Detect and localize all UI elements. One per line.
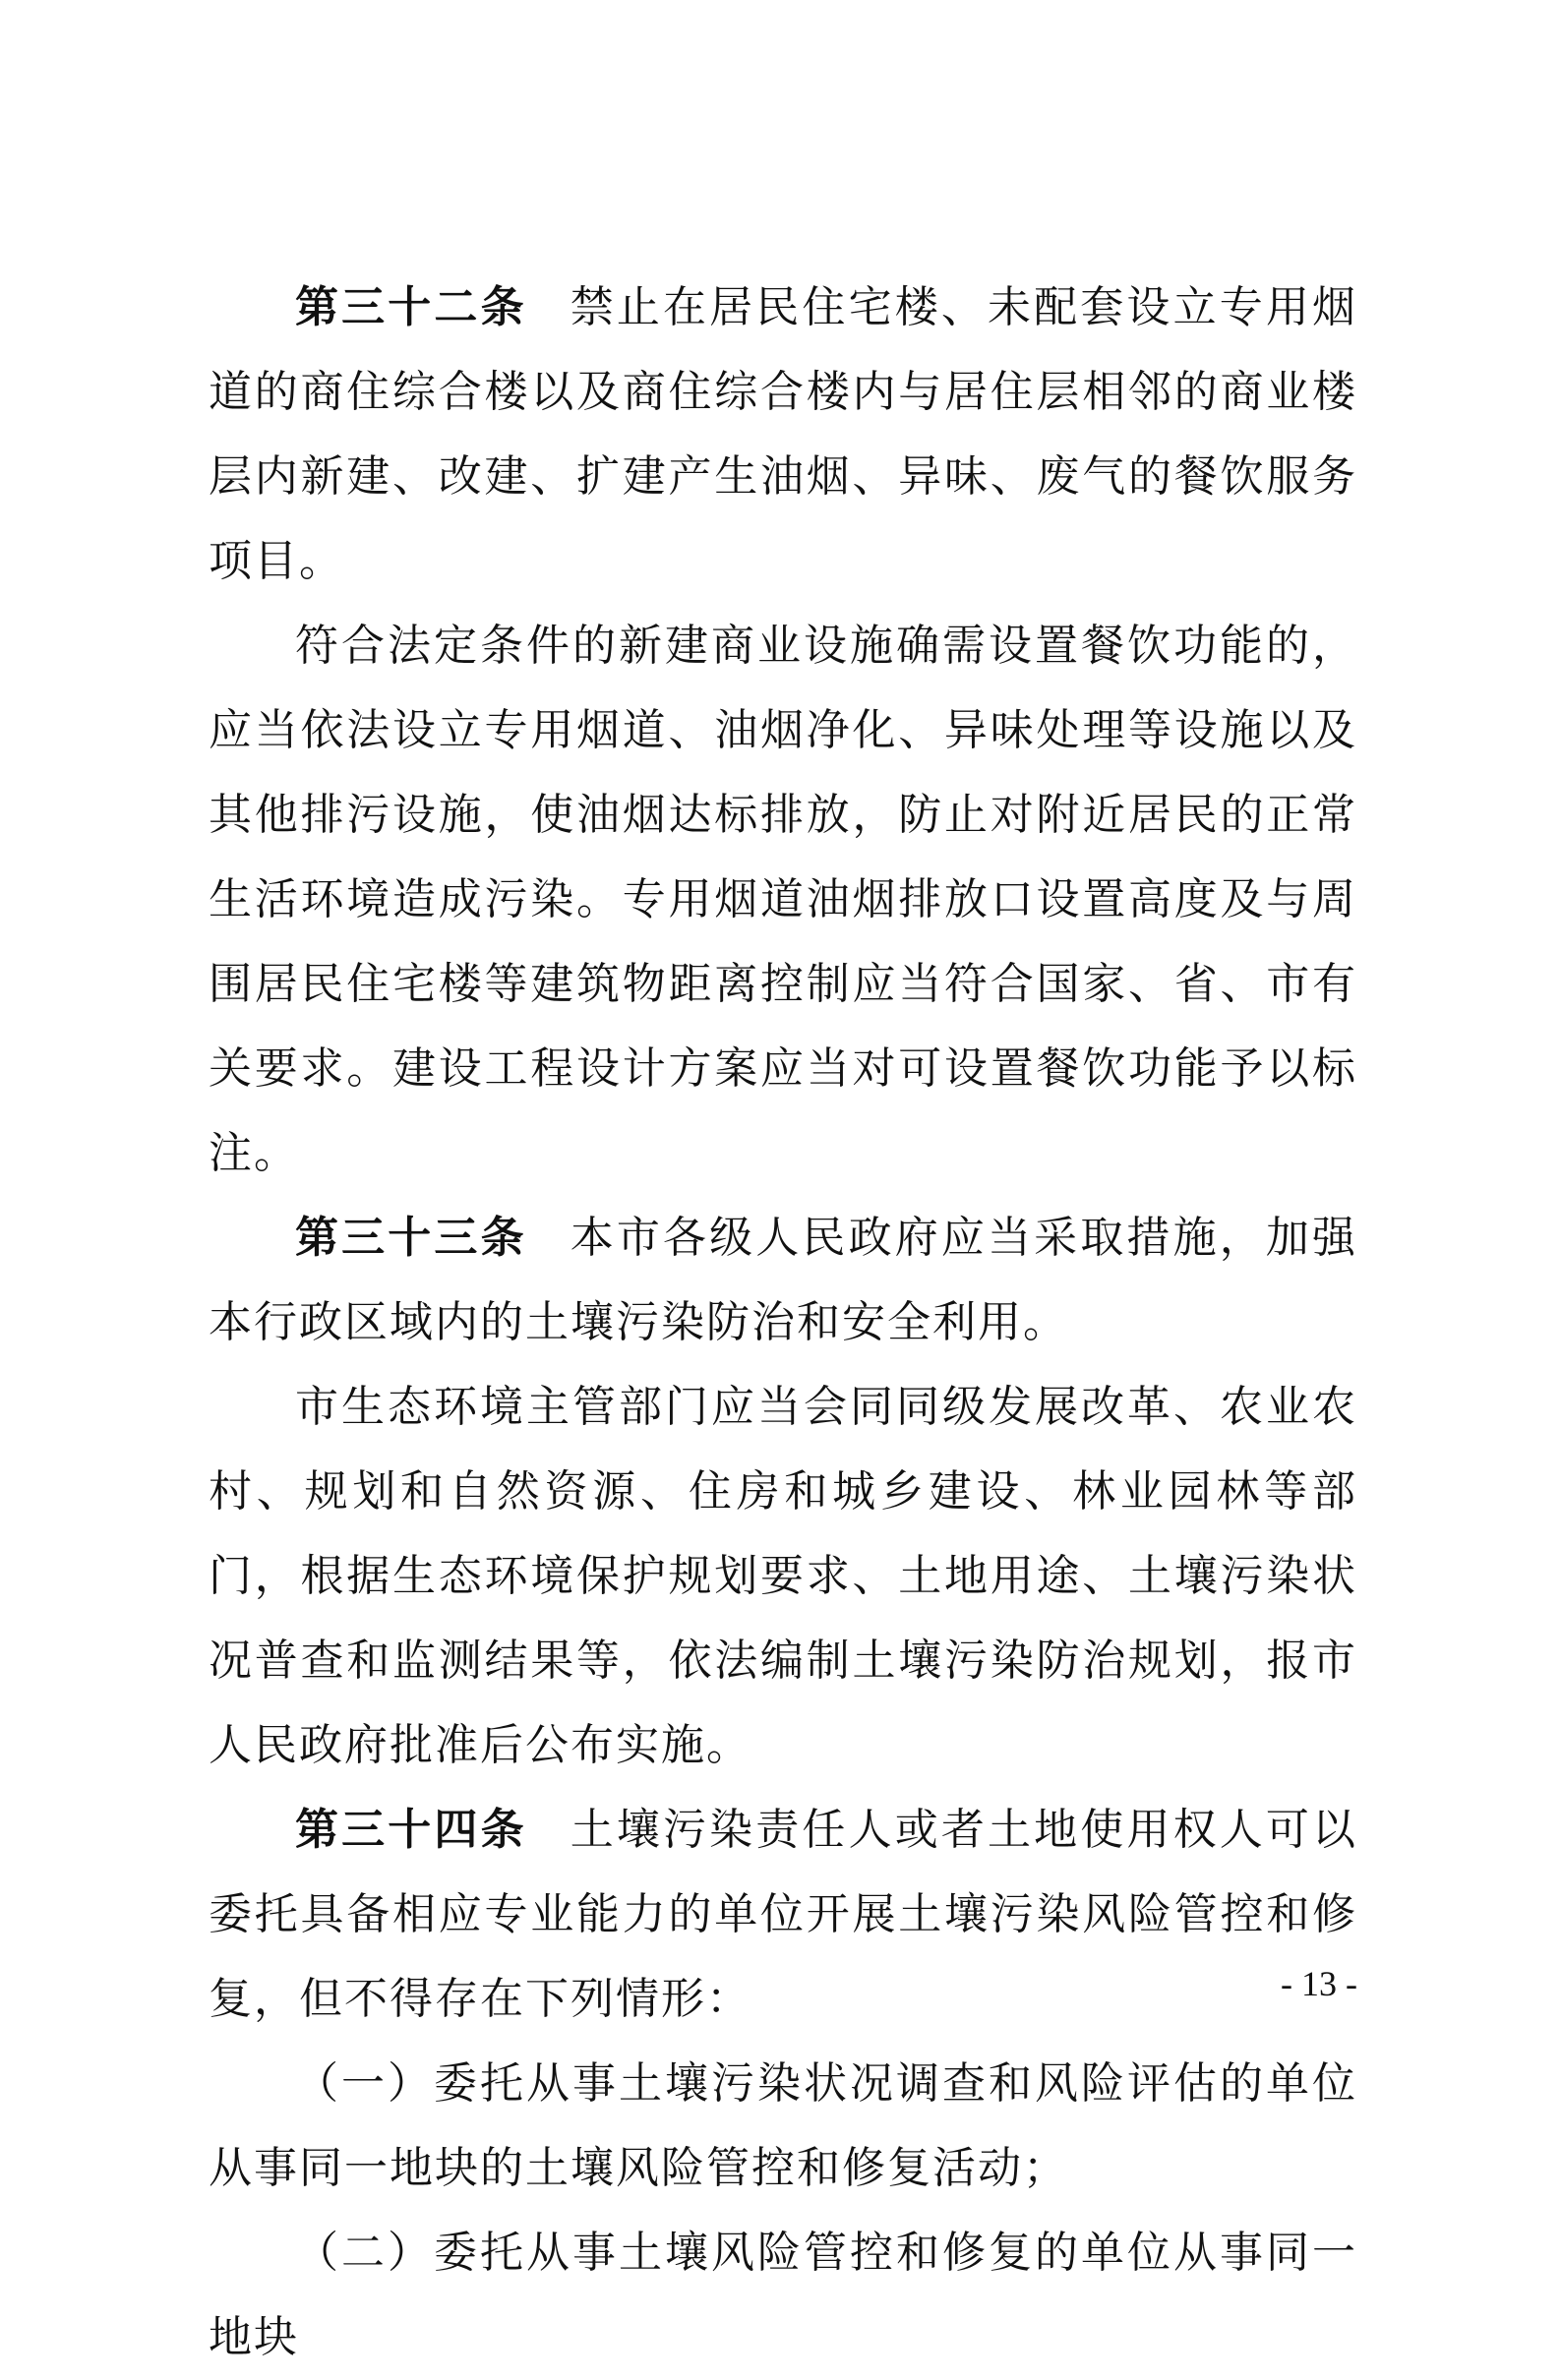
- document-body: [209, 266, 1357, 2380]
- article-text: 本市各级人民政府应当采取措施，加强本行政区域内的土壤污染防治和安全利用。: [209, 1213, 1358, 1347]
- body-paragraph: 符合法定条件的新建商业设施确需设置餐饮功能的，应当依法设立专用烟道、油烟净化、异味处理等设施以及其他排污设施，使油烟达标排放，防止对附近居民的正常生活环境造成污染。专用烟道油烟排放口设置高度及与周围居民住宅楼等建筑物距离控制应当符合国家、省、市有关要求。建设工程设计方案应当对可设置餐饮功能予以标注。: [209, 621, 1357, 1178]
- article-33-paragraph: [209, 1196, 1357, 1365]
- article-text: 禁止在居民住宅楼、未配套设立专用烟道的商住综合楼以及商住综合楼内与居住层相邻的商业楼层内新建、改建、扩建产生油烟、异味、废气的餐饮服务项目。: [209, 282, 1358, 586]
- article-heading: 第三十四条: [295, 1805, 527, 1855]
- list-item: （二）委托从事土壤风险管控和修复的单位从事同一地块: [209, 2228, 1357, 2362]
- page-number: - 13 -: [1281, 1964, 1357, 2003]
- article-heading: 第三十二条: [295, 282, 527, 332]
- article-text: 土壤污染责任人或者土地使用权人可以委托具备相应专业能力的单位开展土壤污染风险管控和修复，但不得存在下列情形：: [209, 1805, 1358, 2024]
- article-34-paragraph: [209, 1788, 1357, 2042]
- list-item: （一）委托从事土壤污染状况调查和风险评估的单位从事同一地块的土壤风险管控和修复活动；: [209, 2058, 1357, 2193]
- article-32-paragraph: [209, 266, 1357, 604]
- article-heading: 第三十三条: [295, 1213, 527, 1263]
- body-paragraph: 市生态环境主管部门应当会同同级发展改革、农业农村、规划和自然资源、住房和城乡建设、林业园林等部门，根据生态环境保护规划要求、土地用途、土壤污染状况普查和监测结果等，依法编制土壤污染防治规划，报市人民政府批准后公布实施。: [209, 1382, 1357, 1770]
